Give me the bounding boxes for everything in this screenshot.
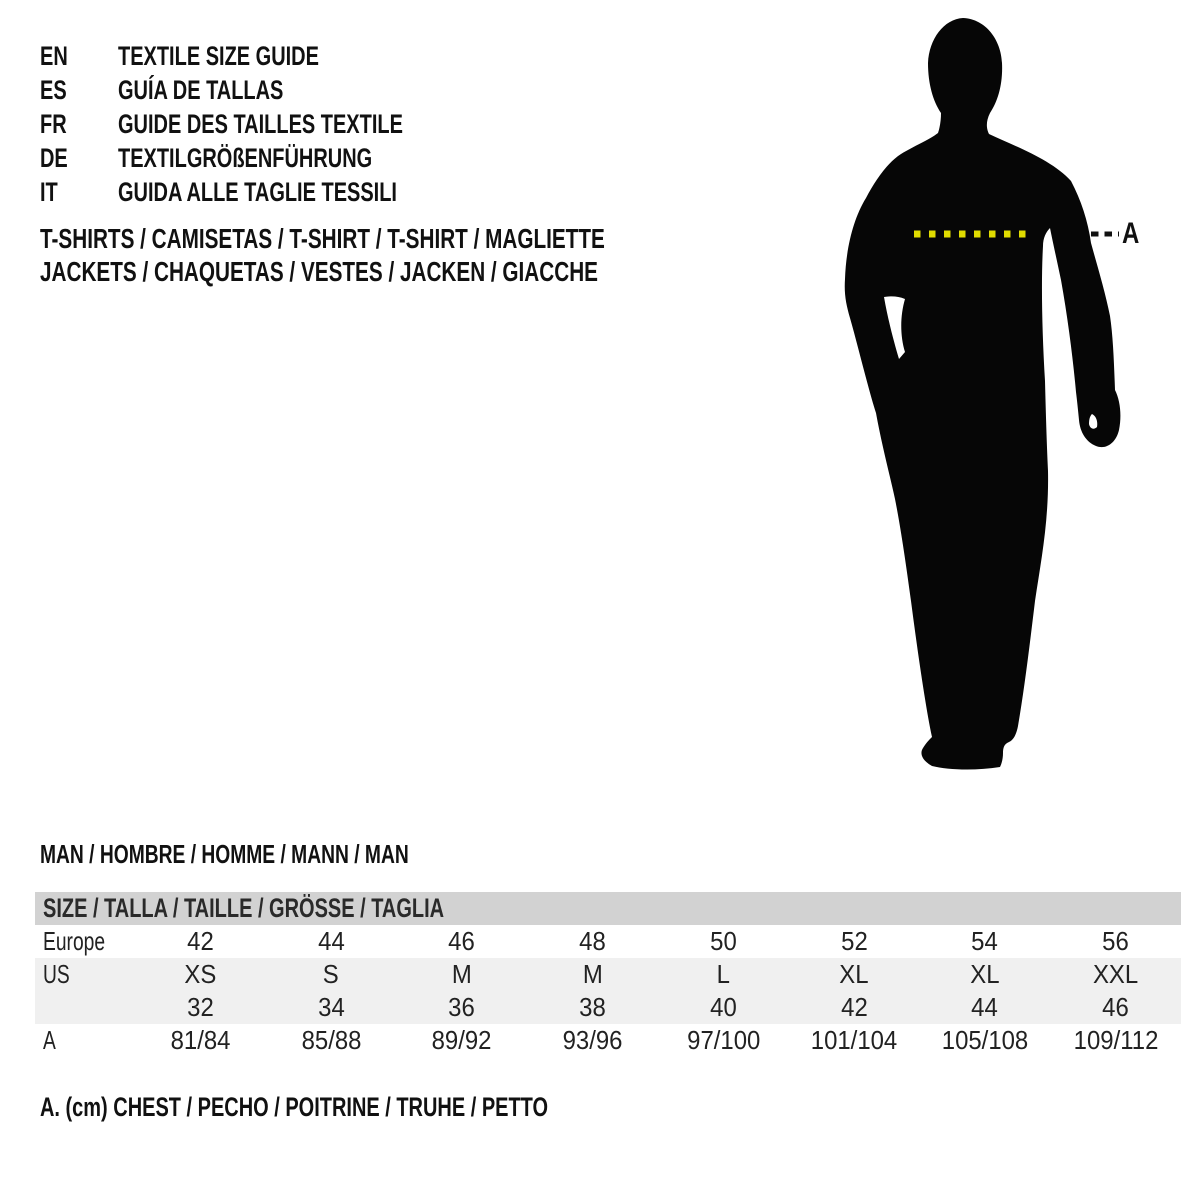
table-row [35, 958, 1181, 991]
category-text: JACKETS / CHAQUETAS / VESTES / JACKEN / GIACCHE [40, 256, 598, 287]
language-row [40, 73, 503, 107]
size-value-cell [1050, 991, 1181, 1024]
size-value: 109/112 [1073, 1025, 1158, 1055]
size-value: 97/100 [686, 1025, 760, 1055]
size-value: XL [970, 959, 1000, 989]
category-line [40, 222, 803, 255]
size-value: 52 [840, 926, 868, 956]
size-value-cell [397, 958, 528, 991]
size-value-cell [266, 958, 397, 991]
category-text: T-SHIRTS / CAMISETAS / T-SHIRT / T-SHIRT / MAGLIETTE [40, 223, 605, 254]
size-value-cell [789, 991, 920, 1024]
language-code: EN [40, 41, 68, 71]
row-label: US [43, 959, 70, 989]
size-value: L [716, 959, 731, 989]
size-value: 40 [710, 992, 737, 1022]
size-value-cell [1050, 958, 1181, 991]
row-label-cell [35, 925, 135, 958]
size-value-cell [658, 925, 789, 958]
row-label: Europe [43, 926, 106, 956]
language-title: TEXTILE SIZE GUIDE [118, 41, 319, 71]
size-value-cell [1050, 925, 1181, 958]
size-value-cell [658, 1024, 789, 1057]
category-list [40, 222, 803, 288]
row-label-cell [35, 1024, 135, 1057]
language-row [40, 175, 503, 209]
section-title: MAN / HOMBRE / HOMME / MANN / MAN [40, 839, 409, 869]
size-table-header: SIZE / TALLA / TAILLE / GRÖSSE / TAGLIA [35, 892, 1181, 925]
size-value-cell [920, 991, 1051, 1024]
size-value-cell [658, 958, 789, 991]
size-value-cell [397, 925, 528, 958]
size-value: 85/88 [301, 1025, 362, 1055]
size-value: 93/96 [562, 1025, 623, 1055]
size-value: 81/84 [170, 1025, 231, 1055]
size-value-cell [527, 1024, 658, 1057]
measure-label-a: A [1122, 217, 1140, 250]
size-value-cell [527, 991, 658, 1024]
language-code: ES [40, 75, 67, 105]
size-value: 32 [187, 992, 214, 1022]
language-code: FR [40, 109, 67, 139]
table-row [35, 1024, 1181, 1057]
table-row [35, 925, 1181, 958]
language-row [40, 107, 503, 141]
language-title: GUIDA ALLE TAGLIE TESSILI [118, 177, 397, 207]
size-value-cell [135, 925, 266, 958]
size-value-cell [135, 958, 266, 991]
size-value: XXL [1093, 959, 1139, 989]
size-value-cell [920, 1024, 1051, 1057]
language-code: DE [40, 143, 68, 173]
size-value: 54 [971, 926, 999, 956]
size-value: 105/108 [941, 1025, 1029, 1055]
size-value: 36 [448, 992, 476, 1022]
size-value: S [323, 959, 340, 989]
size-value-cell [920, 925, 1051, 958]
size-value: 46 [448, 926, 476, 956]
size-value: 42 [187, 926, 214, 956]
size-value-cell [135, 991, 266, 1024]
size-value-cell [1050, 1024, 1181, 1057]
row-label: A [43, 1025, 56, 1055]
size-value: 50 [710, 926, 737, 956]
row-label-cell [35, 991, 135, 1024]
size-value-cell [789, 1024, 920, 1057]
size-value: 101/104 [810, 1025, 898, 1055]
size-value-cell [527, 925, 658, 958]
language-title: TEXTILGRÖßENFÜHRUNG [118, 143, 373, 173]
size-value-cell [658, 991, 789, 1024]
size-value-cell [266, 1024, 397, 1057]
size-table [35, 892, 1181, 1057]
category-line [40, 255, 803, 288]
size-value: XL [839, 959, 869, 989]
silhouette-shape [845, 18, 1121, 770]
measurement-footnote: A. (cm) CHEST / PECHO / POITRINE / TRUHE / PETTO [40, 1092, 549, 1122]
size-value-cell [920, 958, 1051, 991]
size-value-cell [397, 1024, 528, 1057]
size-table-body [35, 925, 1181, 1057]
row-label-cell [35, 958, 135, 991]
size-value: XS [184, 959, 217, 989]
size-value: 89/92 [431, 1025, 492, 1055]
size-value-cell [397, 991, 528, 1024]
table-row [35, 991, 1181, 1024]
size-value: 34 [317, 992, 345, 1022]
size-value-cell [789, 925, 920, 958]
language-row [40, 39, 503, 73]
language-code: IT [40, 177, 58, 207]
language-row [40, 141, 503, 175]
size-value: M [582, 959, 603, 989]
size-value-cell [527, 958, 658, 991]
size-value: 48 [579, 926, 606, 956]
size-value: 38 [579, 992, 606, 1022]
size-value: 42 [840, 992, 868, 1022]
size-value-cell [135, 1024, 266, 1057]
size-value: 44 [971, 992, 999, 1022]
size-value-cell [789, 958, 920, 991]
size-value: 46 [1102, 992, 1129, 1022]
size-value-cell [266, 991, 397, 1024]
man-silhouette [820, 0, 1200, 790]
size-value: M [451, 959, 472, 989]
language-title: GUÍA DE TALLAS [118, 75, 284, 105]
size-value: 44 [317, 926, 345, 956]
language-list [40, 39, 503, 209]
size-value: 56 [1102, 926, 1129, 956]
size-value-cell [266, 925, 397, 958]
language-title: GUIDE DES TAILLES TEXTILE [118, 109, 403, 139]
